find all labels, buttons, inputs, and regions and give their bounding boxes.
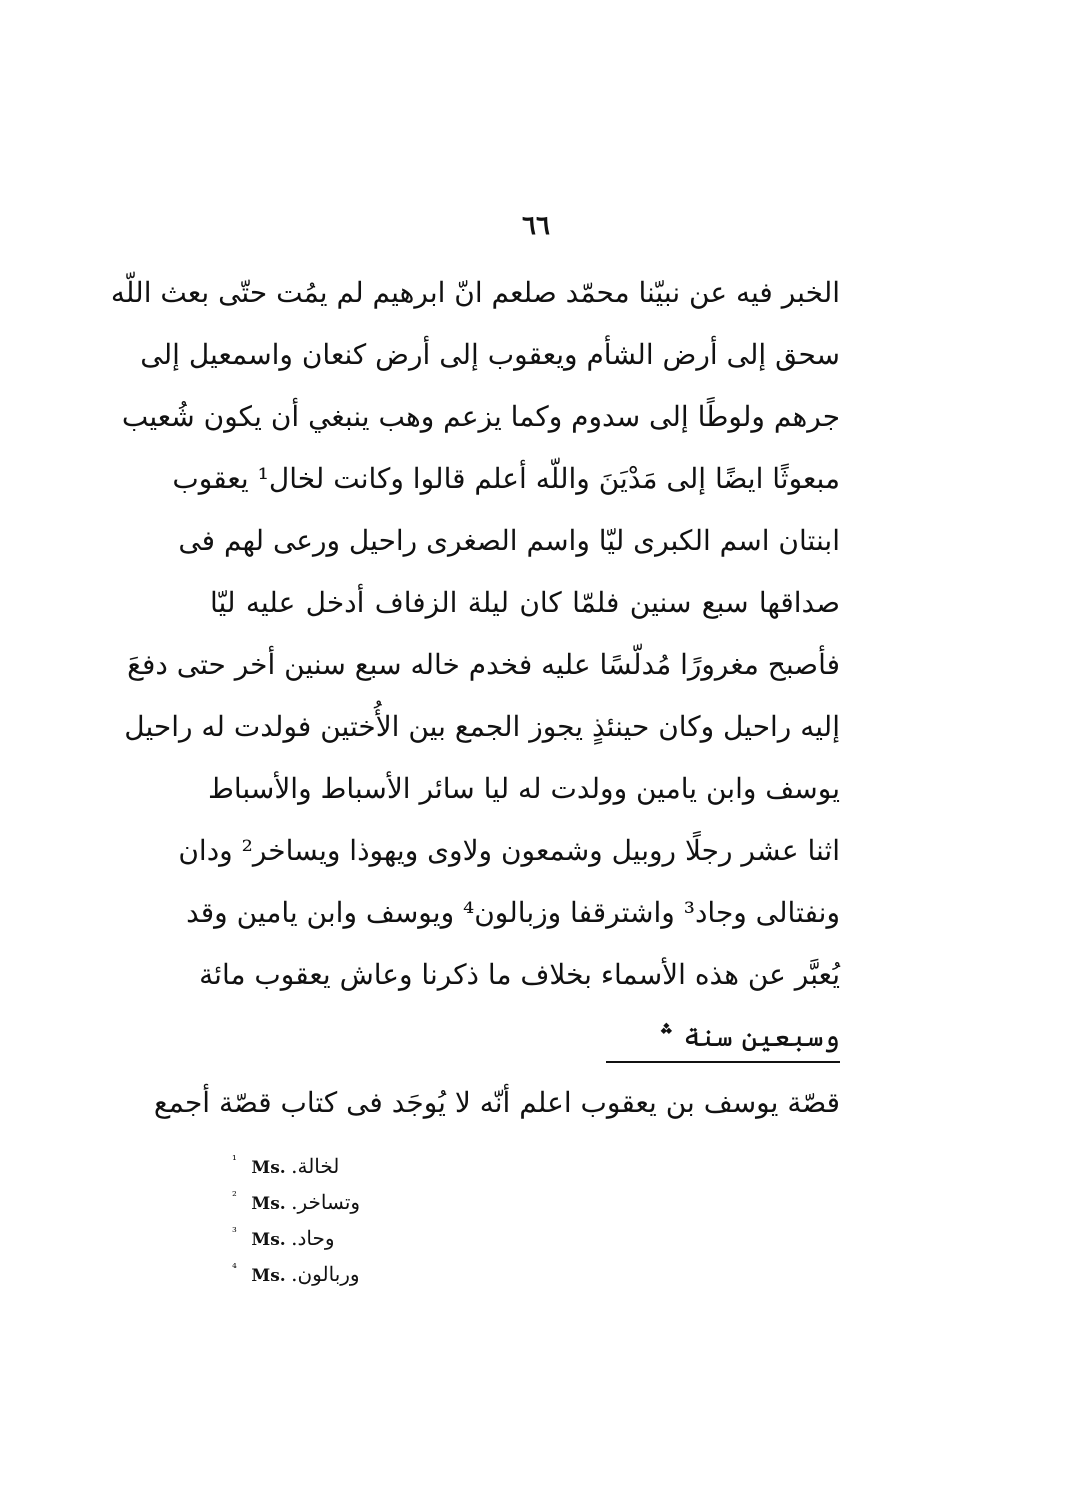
text-line-11: ونفتالى وجاد³ واشترقفا وزبالون⁴ ويوسف وابن يامين وقد [186, 896, 840, 929]
text-line-13: وسبعين سنة ؞ [658, 1020, 840, 1053]
footnote-ms-label: Ms. [251, 1194, 286, 1214]
text-line-10: اثنا عشر رجلًا روبيل وشمعون ولاوى ويهوذا ويساخر² ودان [178, 834, 840, 867]
text-line-3: جرهم ولوطًا إلى سدوم وكما يزعم وهب ينبغي أن يكون شُعيب [121, 400, 840, 433]
footnote-3 [232, 1220, 632, 1256]
footnote-1 [232, 1148, 632, 1184]
footnote-ms-label: Ms. [251, 1266, 286, 1286]
footnote-divider [606, 1061, 840, 1063]
footnote-mark: ³ [232, 1225, 237, 1239]
footnote-text: وتساخر. [291, 1190, 361, 1214]
footnote-ms-label: Ms. [251, 1230, 286, 1250]
catchword-line: قصّة يوسف بن يعقوب اعلم أنّه لا يُوجَد فى كتاب قصّة أجمع [153, 1086, 840, 1119]
footnote-mark: ¹ [232, 1153, 237, 1167]
main-text [110, 262, 840, 1068]
footnote-text: لخالة. [291, 1154, 340, 1178]
text-line-7: فأصبح مغرورًا مُدلّسًا عليه فخدم خاله سبع سنين أخر حتى دفعَ [127, 648, 840, 681]
footnotes [232, 1148, 632, 1292]
text-line-2: سحق إلى أرض الشأم ويعقوب إلى أرض كنعان واسمعيل إلى [140, 338, 840, 371]
text-line-4: مبعوثًا ايضًا إلى مَدْيَنَ واللّه أعلم قالوا وكانت لخال¹ يعقوب [172, 462, 840, 495]
footnote-mark: ⁴ [232, 1261, 237, 1275]
footnote-mark: ² [232, 1189, 237, 1203]
text-line-8: إليه راحيل وكان حينئذٍ يجوز الجمع بين الأُختين فولدت له راحيل [124, 710, 840, 743]
footnote-text: وحاد. [291, 1226, 335, 1250]
footnote-2 [232, 1184, 632, 1220]
page-number: ٦٦ [522, 211, 550, 241]
text-line-1: الخبر فيه عن نبيّنا محمّد صلعم انّ ابرهيم لم يمُت حتّى بعث اللّه [110, 276, 840, 309]
text-line-12: يُعبَّر عن هذه الأسماء بخلاف ما ذكرنا وعاش يعقوب مائة [199, 958, 840, 991]
footnote-ms-label: Ms. [251, 1158, 286, 1178]
text-line-5: ابنتان اسم الكبرى ليّا واسم الصغرى راحيل ورعى لهم فى [178, 524, 840, 557]
text-line-6: صداقها سبع سنين فلمّا كان ليلة الزفاف أدخل عليه ليّا [210, 586, 840, 619]
text-line-9: يوسف وابن يامين وولدت له ليا سائر الأسباط والأسباط [207, 772, 840, 805]
footnote-text: وربالون. [291, 1262, 360, 1286]
footnote-4 [232, 1256, 632, 1292]
